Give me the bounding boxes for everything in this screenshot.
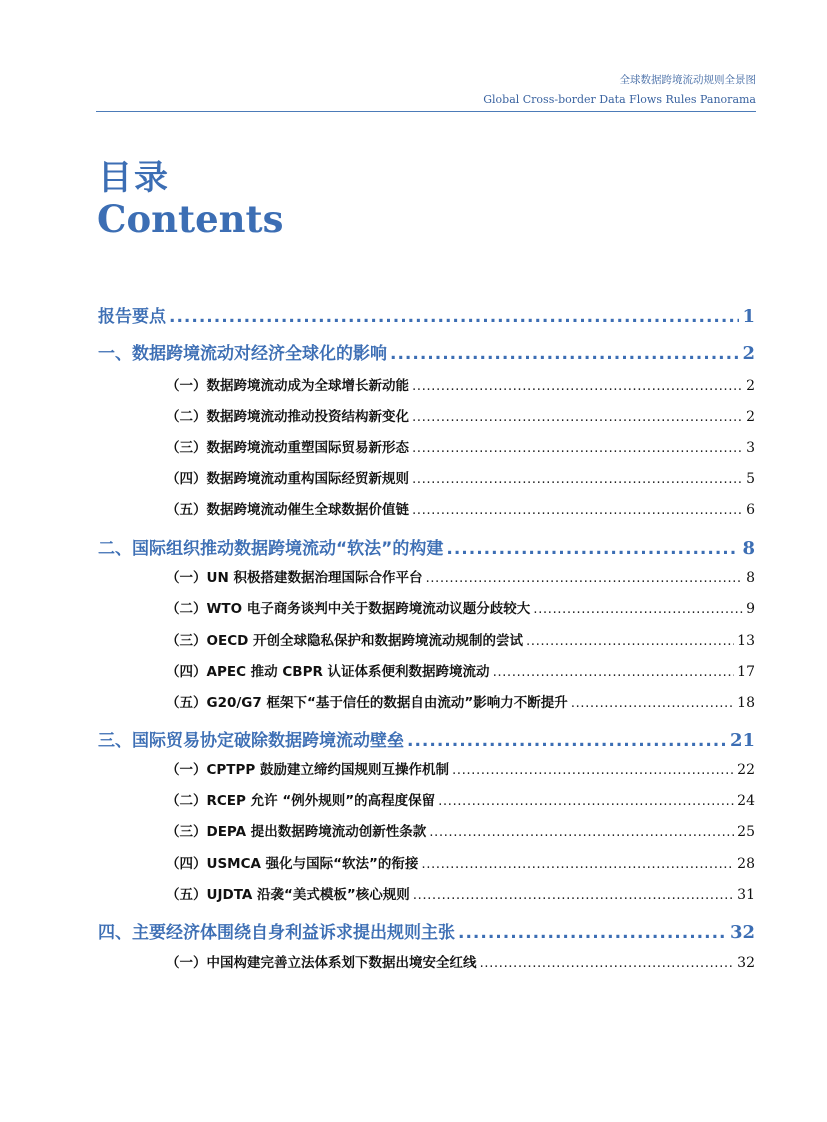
toc-entry-label: （三）数据跨境流动重塑国际贸易新形态 <box>166 440 409 456</box>
toc-dot-leader <box>446 539 739 559</box>
toc-dot-leader <box>526 633 734 649</box>
toc-entry-label: （五）G20/G7 框架下“基于信任的数据自由流动”影响力不断提升 <box>166 695 568 711</box>
contents-title-en: Contents <box>97 197 284 241</box>
toc-dot-leader <box>412 502 743 518</box>
toc-section-entry[interactable] <box>98 629 755 649</box>
toc-section-entry[interactable] <box>98 374 755 394</box>
toc-entry-label: （五）UJDTA 沿袭“美式模板”核心规则 <box>166 887 410 903</box>
toc-page-number: 25 <box>737 824 755 840</box>
toc-dot-leader <box>493 664 735 680</box>
header-cn-title: 全球数据跨境流动规则全景图 <box>619 74 756 86</box>
toc-section-entry[interactable] <box>98 498 755 518</box>
toc-dot-leader <box>458 923 727 943</box>
toc-entry-label: 报告要点 <box>98 307 166 327</box>
toc-entry-label: （四）数据跨境流动重构国际经贸新规则 <box>166 471 409 487</box>
toc-section-entry[interactable] <box>98 758 755 778</box>
toc-section-entry[interactable] <box>98 597 755 617</box>
toc-chapter-entry[interactable] <box>98 726 755 751</box>
toc-section-entry[interactable] <box>98 951 755 971</box>
toc-page-number: 13 <box>737 633 755 649</box>
toc-dot-leader <box>412 440 743 456</box>
toc-dot-leader <box>390 344 739 364</box>
toc-page-number: 28 <box>737 856 755 872</box>
header-en-title: Global Cross-border Data Flows Rules Panorama <box>483 93 756 106</box>
toc-section-entry[interactable] <box>98 660 755 680</box>
toc-entry-label: 二、国际组织推动数据跨境流动“软法”的构建 <box>98 539 444 559</box>
toc-page-number: 2 <box>746 378 755 394</box>
toc-entry-label: （一）CPTPP 鼓励建立缔约国规则互操作机制 <box>166 762 449 778</box>
toc-dot-leader <box>480 955 735 971</box>
toc-dot-leader <box>421 856 734 872</box>
toc-entry-label: （一）UN 积极搭建数据治理国际合作平台 <box>166 570 423 586</box>
toc-entry-label: 三、国际贸易协定破除数据跨境流动壁垒 <box>98 731 404 751</box>
toc-chapter-entry[interactable] <box>98 918 755 943</box>
toc-page-number: 32 <box>737 955 755 971</box>
toc-section-entry[interactable] <box>98 467 755 487</box>
toc-page-number: 21 <box>729 730 755 751</box>
toc-dot-leader <box>412 471 743 487</box>
toc-dot-leader <box>425 570 743 586</box>
toc-chapter-entry[interactable] <box>98 339 755 364</box>
toc-page-number: 9 <box>746 601 755 617</box>
toc-page-number: 6 <box>746 502 755 518</box>
toc-section-entry[interactable] <box>98 789 755 809</box>
page-header <box>96 72 756 112</box>
toc-section-entry[interactable] <box>98 691 755 711</box>
toc-section-entry[interactable] <box>98 883 755 903</box>
toc-entry-label: 一、数据跨境流动对经济全球化的影响 <box>98 344 387 364</box>
toc-section-entry[interactable] <box>98 820 755 840</box>
toc-section-entry[interactable] <box>98 436 755 456</box>
toc-entry-label: （三）DEPA 提出数据跨境流动创新性条款 <box>166 824 427 840</box>
toc-chapter-entry[interactable] <box>98 534 755 559</box>
toc-entry-label: （五）数据跨境流动催生全球数据价值链 <box>166 502 409 518</box>
toc-dot-leader <box>429 824 734 840</box>
toc-dot-leader <box>571 695 734 711</box>
toc-dot-leader <box>438 793 734 809</box>
toc-entry-label: （二）数据跨境流动推动投资结构新变化 <box>166 409 409 425</box>
toc-dot-leader <box>533 601 743 617</box>
toc-page-number: 8 <box>742 538 755 559</box>
toc-page-number: 2 <box>746 409 755 425</box>
toc-entry-label: （二）RCEP 允许 “例外规则”的高程度保留 <box>166 793 436 809</box>
toc-dot-leader <box>452 762 734 778</box>
toc-page-number: 1 <box>742 306 755 327</box>
toc-entry-label: （三）OECD 开创全球隐私保护和数据跨境流动规制的尝试 <box>166 633 524 649</box>
toc-entry-label: （二）WTO 电子商务谈判中关于数据跨境流动议题分歧较大 <box>166 601 531 617</box>
toc-page-number: 24 <box>737 793 755 809</box>
contents-title-cn: 目录 <box>98 158 170 198</box>
toc-page-number: 22 <box>737 762 755 778</box>
toc-page-number: 18 <box>737 695 755 711</box>
toc-chapter-entry[interactable] <box>98 302 755 327</box>
toc-entry-label: 四、主要经济体围绕自身利益诉求提出规则主张 <box>98 923 455 943</box>
toc-page-number: 3 <box>746 440 755 456</box>
toc-page-number: 2 <box>742 343 755 364</box>
toc-page-number: 17 <box>737 664 755 680</box>
toc-entry-label: （四）APEC 推动 CBPR 认证体系便利数据跨境流动 <box>166 664 490 680</box>
toc-section-entry[interactable] <box>98 852 755 872</box>
toc-entry-label: （一）中国构建完善立法体系划下数据出境安全红线 <box>166 955 477 971</box>
toc-page-number: 5 <box>746 471 755 487</box>
toc-page-number: 31 <box>737 887 755 903</box>
toc-dot-leader <box>169 307 739 327</box>
toc-entry-label: （一）数据跨境流动成为全球增长新动能 <box>166 378 409 394</box>
toc-page-number: 32 <box>729 922 755 943</box>
toc-section-entry[interactable] <box>98 405 755 425</box>
toc-dot-leader <box>412 409 743 425</box>
toc-section-entry[interactable] <box>98 566 755 586</box>
toc-dot-leader <box>413 887 734 903</box>
toc-dot-leader <box>412 378 743 394</box>
toc-dot-leader <box>407 731 727 751</box>
toc-entry-label: （四）USMCA 强化与国际“软法”的衔接 <box>166 856 419 872</box>
toc-page-number: 8 <box>746 570 755 586</box>
